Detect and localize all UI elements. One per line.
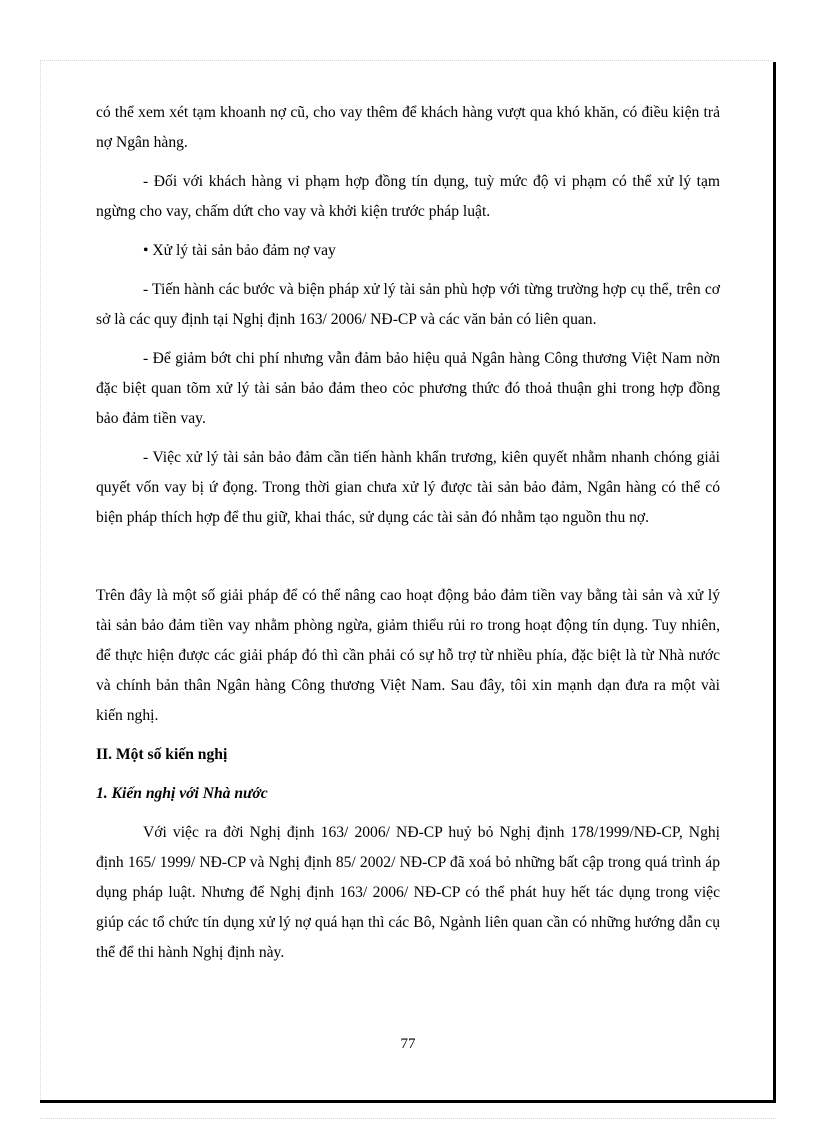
- paragraph-continuation: có thể xem xét tạm khoanh nợ cũ, cho vay thêm để khách hàng vượt qua khó khăn, có điều kiện trả nợ Ngân hàng.: [96, 104, 720, 151]
- paragraph-summary: Trên đây là một số giải pháp để có thể nâng cao hoạt động bảo đảm tiền vay bằng tài sản và xử lý tài sản bảo đảm tiền vay nhằm phòng ngừa, giảm thiểu rủi ro trong hoạt động tín dụng. Tuy nhiên, để thực hiện được các giải pháp đó thì cần phải có sự hỗ trợ từ nhiều phía, đặc biệt là từ Nhà nước và chính bản thân Ngân hàng Công thương Việt Nam. Sau đây, tôi xin mạnh dạn đưa ra một vài kiến nghị.: [96, 587, 720, 724]
- subsection-heading: 1. Kiến nghị với Nhà nước: [96, 785, 268, 802]
- page-border-left: [40, 60, 41, 1100]
- page-border-bottom: [40, 1100, 776, 1103]
- page-edge-bottom: [40, 1118, 776, 1119]
- paragraph-decree: Với việc ra đời Nghị định 163/ 2006/ NĐ-CP huỷ bỏ Nghị định 178/1999/NĐ-CP, Nghị định 165/ 1999/ NĐ-CP và Nghị định 85/ 2002/ NĐ-CP đã xoá bỏ những bất cập trong quá trình áp dụng pháp luật. Nhưng để Nghị định 163/ 2006/ NĐ-CP có thể phát huy hết tác dụng trong việc giúp các tổ chức tín dụng xử lý nợ quá hạn thì các Bô, Ngành liên quan cần có những hướng dẫn cụ thể để thi hành Nghị định này.: [96, 824, 720, 961]
- paragraph-cost-reduction: - Để giảm bớt chi phí nhưng vẫn đảm bảo hiệu quả Ngân hàng Công thương Việt Nam nờn đặc biệt quan tõm xử lý tài sản bảo đảm theo cỏc phương thức đó thoả thuận ghi trong hợp đồng bảo đảm tiền vay.: [96, 350, 720, 427]
- section-heading: II. Một số kiến nghị: [96, 746, 228, 763]
- bullet-collateral-handling: • Xử lý tài sản bảo đảm nợ vay: [143, 242, 336, 259]
- document-body: [96, 98, 720, 968]
- paragraph-procedures: - Tiến hành các bước và biện pháp xử lý tài sản phù hợp với từng trường hợp cụ thể, trên cơ sở là các quy định tại Nghị định 163/ 2006/ NĐ-CP và các văn bản có liên quan.: [96, 281, 720, 328]
- paragraph-urgent-handling: - Việc xử lý tài sản bảo đảm cần tiến hành khẩn trương, kiên quyết nhằm nhanh chóng giải quyết vốn vay bị ứ đọng. Trong thời gian chưa xử lý được tài sản bảo đảm, Ngân hàng có thể có biện pháp thích hợp để thu giữ, khai thác, sử dụng các tài sản đó nhằm tạo nguồn thu nợ.: [96, 449, 720, 526]
- paragraph-contract-violation: - Đối với khách hàng vi phạm hợp đồng tín dụng, tuỳ mức độ vi phạm có thể xử lý tạm ngừng cho vay, chấm dứt cho vay và khởi kiện trước pháp luật.: [96, 173, 720, 220]
- page-number: 77: [400, 1036, 416, 1052]
- page-border-right: [773, 62, 776, 1102]
- page-border-top: [40, 60, 773, 61]
